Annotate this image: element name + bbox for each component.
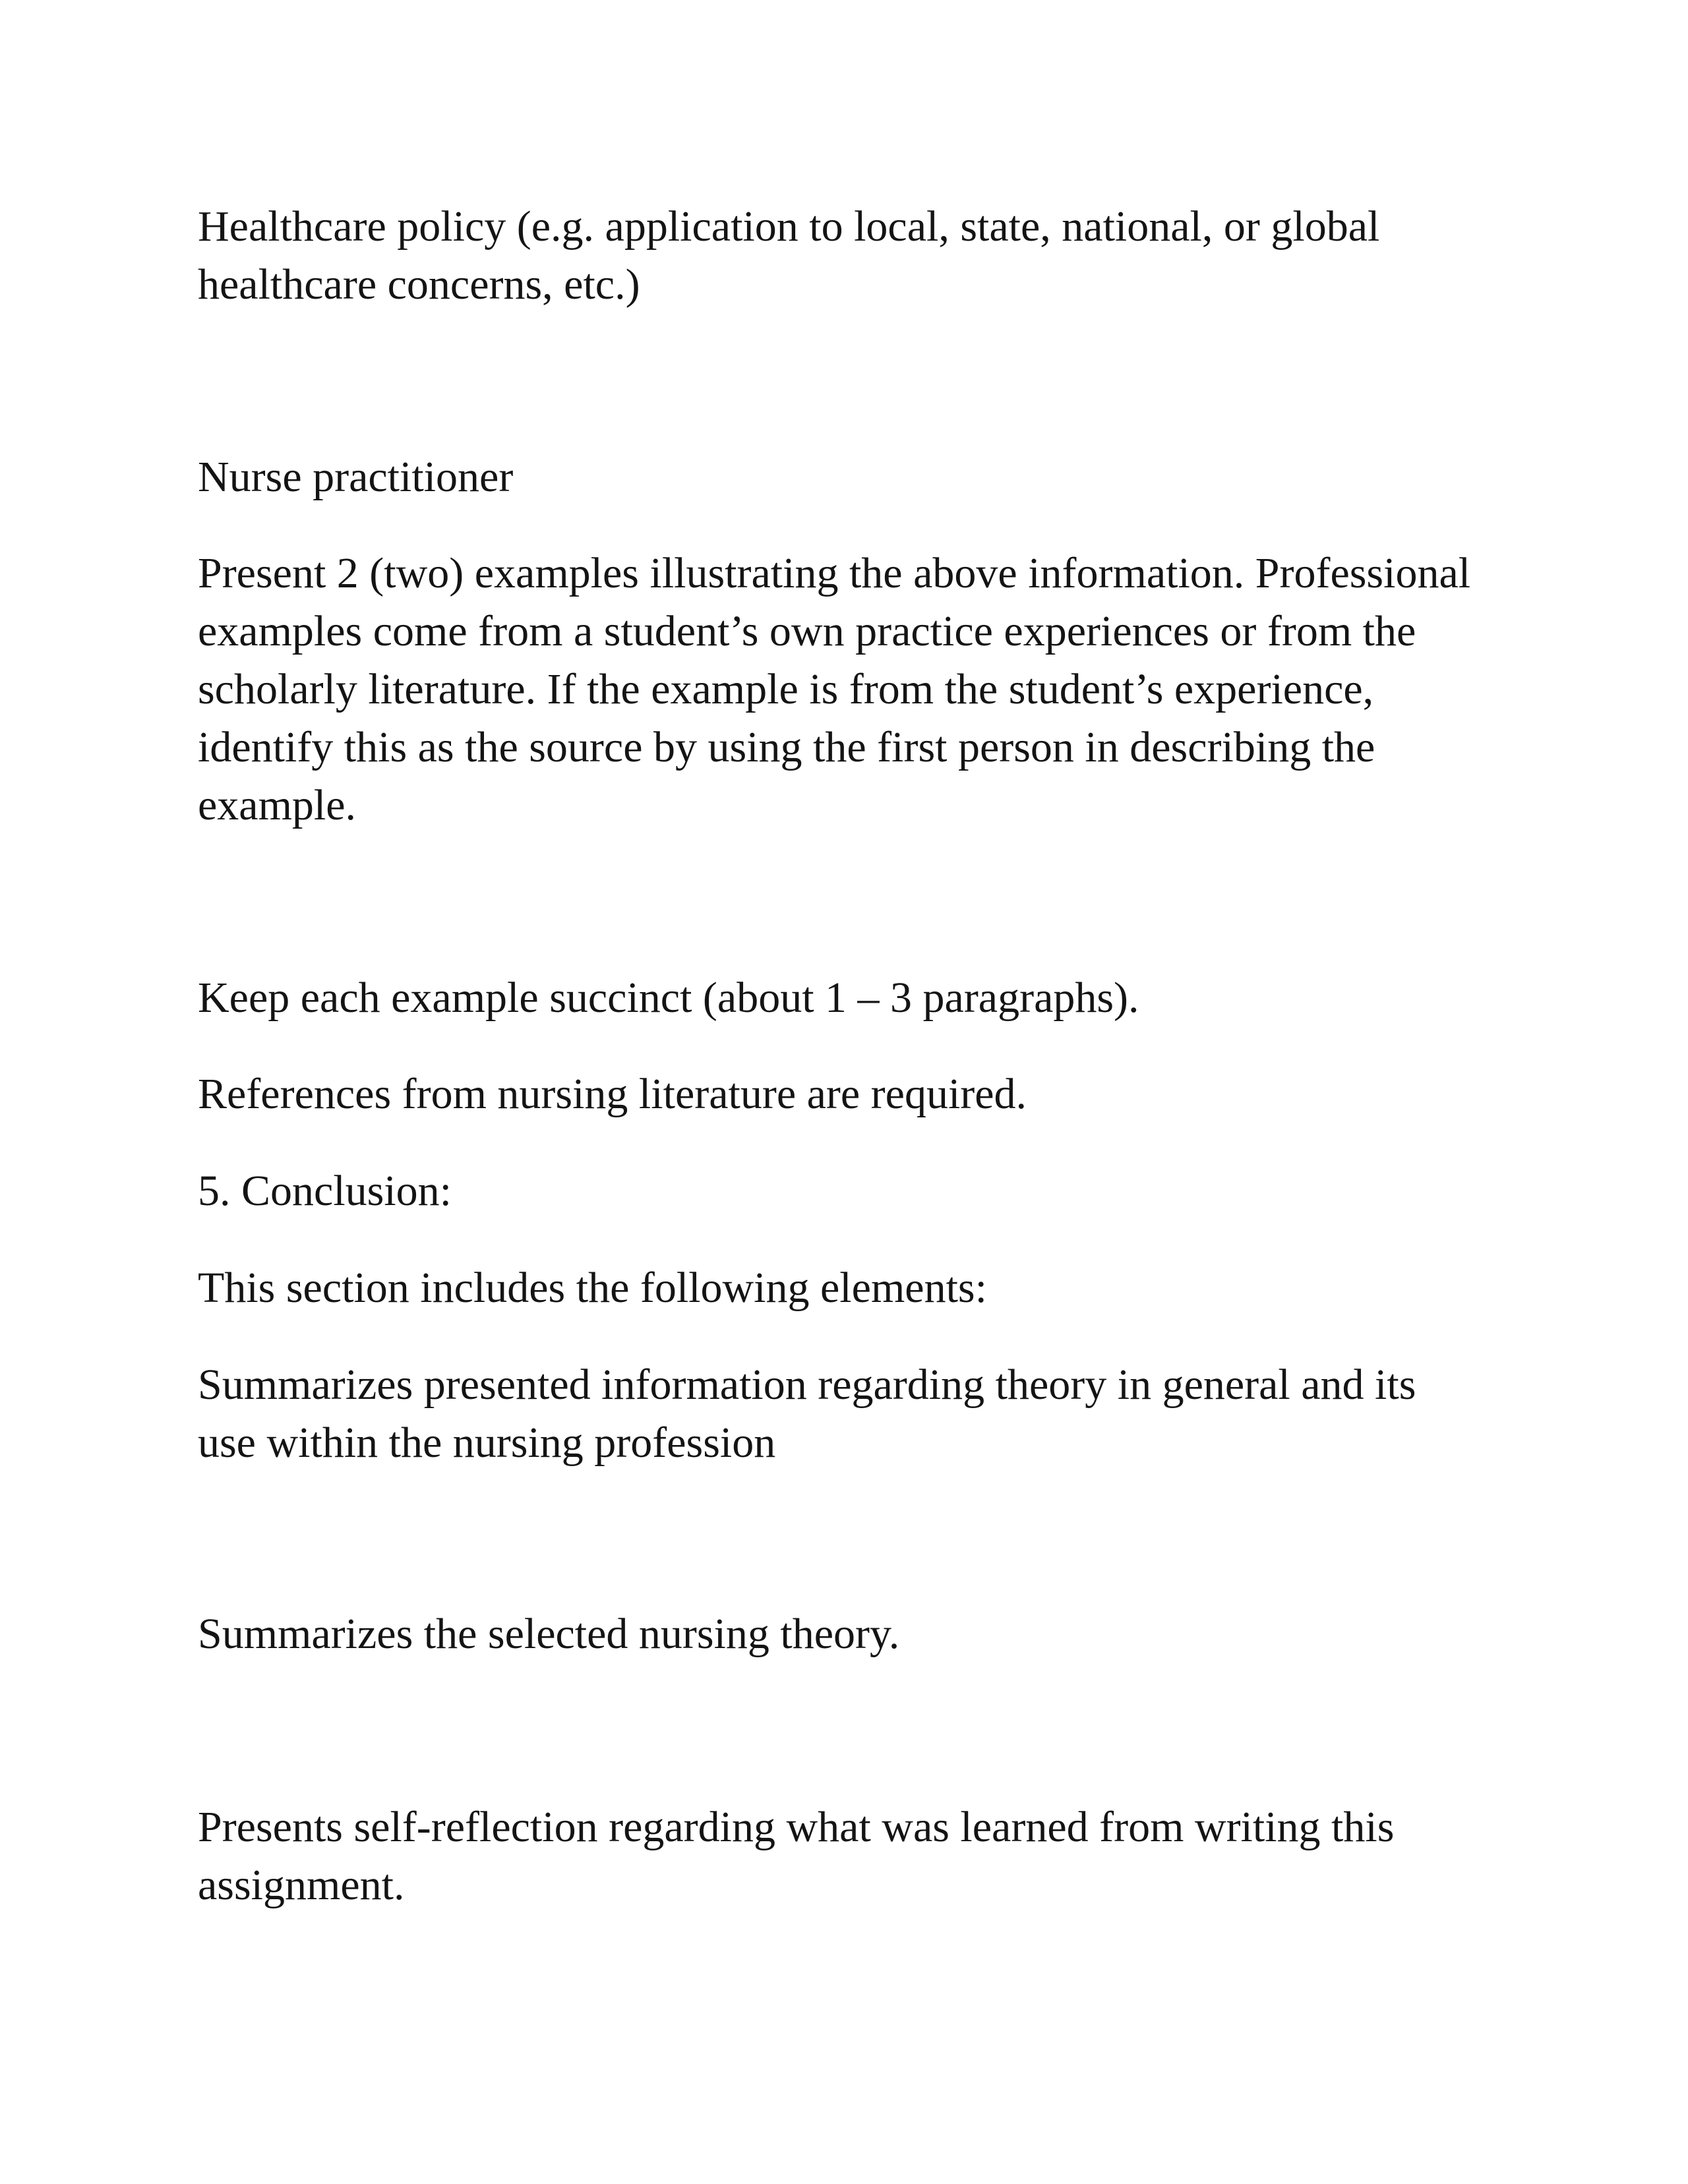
paragraph-summarizes-selected-theory: Summarizes the selected nursing theory. <box>198 1610 900 1658</box>
paragraph-present-examples: Present 2 (two) examples illustrating the above information. Professional examples come from a student’s own practice experiences or from the scholarly literature. If the example is from the student’s experience, identify this as the source by using the first person in describing the example. <box>198 549 1471 829</box>
paragraph-keep-succinct: Keep each example succinct (about 1 – 3 paragraphs). <box>198 974 1139 1022</box>
paragraph-healthcare-policy: Healthcare policy (e.g. application to local, state, national, or global healthcare concerns, etc.) <box>198 202 1380 309</box>
paragraph-section-includes: This section includes the following elements: <box>198 1264 987 1312</box>
paragraph-self-reflection: Presents self-reflection regarding what was learned from writing this assignment. <box>198 1803 1395 1909</box>
paragraph-references-required: References from nursing literature are required. <box>198 1070 1027 1118</box>
paragraph-summarizes-theory: Summarizes presented information regarding theory in general and its use within the nursing profession <box>198 1361 1416 1467</box>
section-heading-conclusion: 5. Conclusion: <box>198 1167 452 1215</box>
paragraph-nurse-practitioner: Nurse practitioner <box>198 453 514 501</box>
